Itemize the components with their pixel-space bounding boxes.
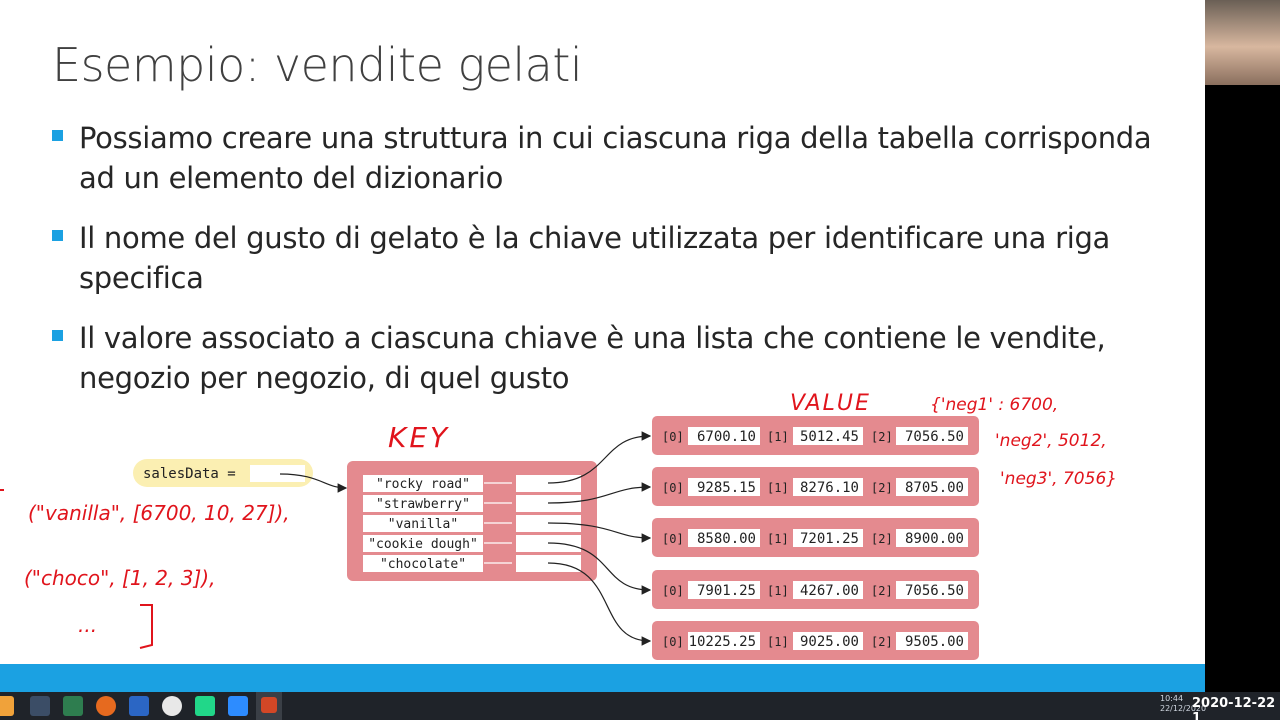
sales-value: 7901.25	[696, 583, 756, 599]
sales-value: 8900.00	[904, 531, 964, 547]
value-lists	[652, 416, 979, 660]
index-label: [0]	[662, 635, 684, 649]
taskbar	[0, 692, 1280, 720]
sales-value: 9505.00	[904, 634, 964, 650]
value-annotation: VALUE	[790, 391, 871, 416]
variable-label: salesData =	[143, 466, 236, 482]
index-label: [0]	[662, 481, 684, 495]
sales-value: 5012.45	[799, 429, 859, 445]
outlook-icon[interactable]	[129, 696, 149, 716]
pycharm-icon[interactable]	[63, 696, 83, 716]
zoom-icon[interactable]	[228, 696, 248, 716]
sales-value: 7056.50	[904, 583, 964, 599]
index-label: [2]	[871, 481, 893, 495]
sales-value: 7056.50	[904, 429, 964, 445]
index-label: [0]	[662, 430, 684, 444]
bullet-text: Il nome del gusto di gelato è la chiave utilizzata per identificare una riga specifica	[79, 221, 1111, 295]
chrome-icon[interactable]	[162, 696, 182, 716]
powerpoint-icon[interactable]	[256, 692, 282, 720]
webcam-overlay	[1205, 0, 1280, 692]
key-annotation: KEY	[388, 421, 451, 454]
index-label: [2]	[871, 532, 893, 546]
firefox-icon[interactable]	[96, 696, 116, 716]
jetbrains-icon[interactable]	[195, 696, 215, 716]
index-label: [2]	[871, 430, 893, 444]
index-label: [0]	[662, 532, 684, 546]
sales-value: 8705.00	[904, 480, 964, 496]
slide-title: Esempio: vendite gelati	[52, 38, 583, 92]
index-label: [1]	[767, 532, 789, 546]
key-text: "strawberry"	[376, 497, 470, 512]
bracket-annotation	[140, 605, 152, 648]
slide-footer-bar	[0, 664, 1205, 692]
variable-slot	[250, 465, 305, 482]
clock-date: 22/12/2020	[1160, 704, 1207, 713]
sales-value: 7201.25	[799, 531, 859, 547]
index-label: [2]	[871, 584, 893, 598]
index-label: [0]	[662, 584, 684, 598]
bullet-text: Il valore associato a ciascuna chiave è una lista che contiene le vendite, negozio per negozio, di quel gusto	[79, 321, 1106, 395]
sales-value: 9025.00	[799, 634, 859, 650]
start-icon[interactable]	[0, 696, 14, 716]
sales-value: 9285.15	[696, 480, 756, 496]
index-label: [1]	[767, 430, 789, 444]
index-label: [2]	[871, 635, 893, 649]
key-text: "cookie dough"	[368, 537, 478, 552]
left-note-line: ...	[78, 613, 98, 637]
sales-value: 4267.00	[799, 583, 859, 599]
right-note-line: 'neg3', 7056}	[1000, 469, 1118, 489]
index-label: [1]	[767, 584, 789, 598]
key-text: "rocky road"	[376, 477, 470, 492]
key-text: "chocolate"	[379, 557, 467, 572]
left-note-line: ("choco", [1, 2, 3]),	[24, 566, 216, 590]
date-overlay: 2020-12-22 1	[1192, 696, 1276, 726]
bullet-text: Possiamo creare una struttura in cui ciascuna riga della tabella corrisponda ad un elemento del dizionario	[79, 121, 1152, 195]
store-icon[interactable]	[30, 696, 50, 716]
sales-value: 8276.10	[799, 480, 859, 496]
webcam-image	[1205, 0, 1280, 85]
sales-value: 10225.25	[688, 634, 756, 650]
sales-value: 6700.10	[696, 429, 756, 445]
index-label: [1]	[767, 481, 789, 495]
sales-value: 8580.00	[696, 531, 756, 547]
right-note-line: {'neg1' : 6700,	[930, 395, 1059, 415]
clock-time: 10:44	[1160, 694, 1184, 703]
index-label: [1]	[767, 635, 789, 649]
key-text: "vanilla"	[387, 517, 459, 532]
left-note-line: ("vanilla", [6700, 10, 27]),	[28, 501, 290, 525]
right-note-line: 'neg2', 5012,	[995, 431, 1107, 451]
